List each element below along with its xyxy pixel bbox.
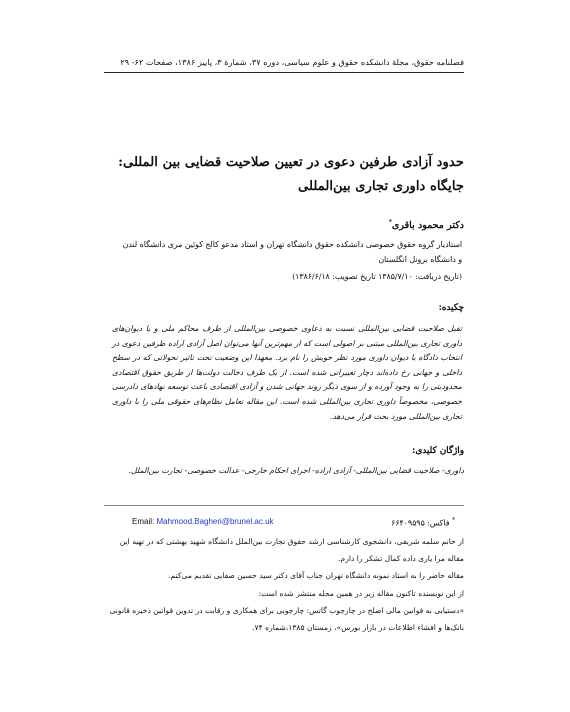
fax-number: [300, 517, 455, 528]
footnote-divider: [104, 505, 464, 506]
footnotes: [104, 533, 464, 636]
fax-footnote-mark: *: [452, 517, 455, 524]
author-footnote-mark: *: [388, 219, 392, 226]
footnote-prior-work: از این نویسنده تاکنون مقاله زیر در همین مجله منتشر شده است:: [258, 588, 464, 598]
abstract-text: تقبل صلاحیت قضایی بین‌المللی نسبت به دعاوی خصوصی بین‌المللی از طرف محاکم ملی و یا دیوان‌های داوری تجاری بین‌المللی مبتنی بر اصولی است که از مهم‌ترین آنها می‌توان اصل آزادی اراده طرفین دعوی در انتخاب دادگاه یا دیوان داوری مورد نظر خویش را نام برد. معهذا این وضعیت تحت تاثیر تحولاتی که در سطح داخلی و جهانی رخ داده‌اند دچار تغییراتی شده است. از یک طرف دخالت دولت‌ها از طریق حقوق اقتصادی محدودیتی را به وجود آورده و از سوی دیگر روند جهانی شدن و آزادی اقتصادی باعث توسعه نهادهای دادرسی خصوصی، مخصوصاً داوری تجاری بین‌المللی شده است. این مقاله تعامل نظام‌های حقوقی ملی را با داوری تجاری بین‌المللی مورد بحث قرار می‌دهد.: [112, 324, 462, 421]
email-line: [132, 517, 302, 526]
article-title-line-2: جایگاه داوری تجاری بین‌المللی: [297, 179, 464, 194]
article-title: [104, 151, 464, 199]
fax-text: فاکس: ۶۶۴۰۹۵۹۵: [391, 518, 450, 528]
footnote-acknowledgement: از خانم سلمه شریفی، دانشجوی کارشناسی ارشد حقوق تجارت بین‌الملل دانشگاه شهید بهشتی که در تهیه این مقاله مرا یاری داده کمال تشکر را دارم.: [119, 537, 464, 564]
footnote-prior-article: «دستیابی به قوانین مالی اصلح در چارچوب گاتس: چارچوبی برای همکاری و رقابت در تدوین قوانین ذخیره قانونی بانک‌ها و افشاء اطلاعات در بازار بورس»، زمستان ۱۳۸۵،شماره ۷۴.: [109, 605, 464, 633]
running-header: فصلنامه حقوق، مجلهٔ دانشکده حقوق و علوم سیاسی، دوره ۳۷، شمارهٔ ۳، پاییز ۱۳۸۶، صفحات ۶۲- ۲۹: [120, 57, 464, 67]
keywords-heading: واژگان کلیدی:: [412, 446, 464, 456]
header-divider: [104, 72, 464, 73]
author-name: [104, 219, 464, 231]
keywords-text: داوری- صلاحیت قضایی بین‌المللی- آزادی اراده- اجرای احکام خارجی- عدالت خصوصی- تجارت بین‌الملل.: [128, 466, 464, 475]
submission-dates: (تاریخ دریافت: ۱۳۸۵/۷/۱۰ تاریخ تصویب: ۱۳۸۶/۶/۱۸): [292, 272, 462, 281]
affiliation-line-1: استادیار گروه حقوق خصوصی دانشکده حقوق دانشگاه تهران و استاد مدعو کالج کوئین مری دانشگاه لندن: [122, 240, 462, 249]
footnote-dedication: مقاله حاضر را به استاد نمونه دانشگاه تهران جناب آقای دکتر سید حسین صفایی تقدیم می‌کنم.: [168, 571, 464, 581]
author-affiliation: [104, 237, 462, 267]
author-name-text: دکتر محمود باقری: [391, 220, 464, 232]
affiliation-line-2: و دانشگاه برونل انگلستان: [378, 255, 462, 264]
email-link[interactable]: Mahmood.Bagheri@brunel.ac.uk: [156, 517, 274, 526]
article-title-line-1: حدود آزادی طرفین دعوی در تعیین صلاحیت قضایی بین المللی:: [118, 155, 464, 170]
email-label: Email:: [132, 517, 157, 526]
abstract-heading: چکیده:: [438, 303, 464, 313]
